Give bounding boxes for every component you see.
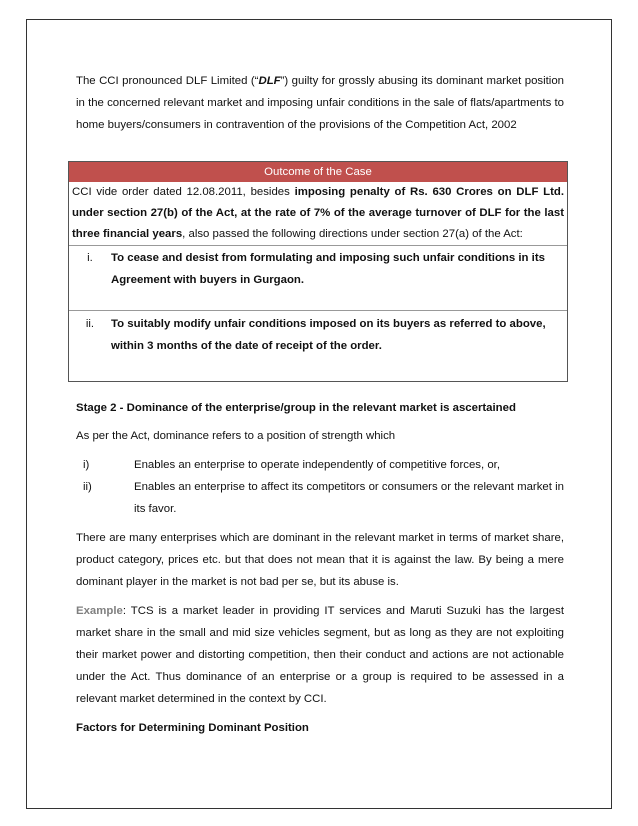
factors-heading: Factors for Determining Dominant Position xyxy=(76,722,309,734)
intro-dlf: DLF xyxy=(258,75,281,87)
intro-section xyxy=(76,70,564,143)
dominance-paragraph: There are many enterprises which are dominant in the relevant market in terms of market share, product category, prices etc. but that does not mean that it is against the law. By being a mere dominant player in the market is not bad per se, but its abuse is. xyxy=(76,532,564,588)
direction-row xyxy=(69,311,567,357)
direction-number: ii. xyxy=(85,318,95,330)
outcome-box xyxy=(68,161,568,382)
list-item-number: ii) xyxy=(83,481,92,493)
outcome-text-1: CCI vide order dated 12.08.2011, besides xyxy=(72,186,295,198)
direction-text: To suitably modify unfair conditions imposed on its buyers as referred to above, within 3 months of the date of receipt of the order. xyxy=(111,318,546,352)
stage2-heading: Stage 2 - Dominance of the enterprise/group in the relevant market is ascertained xyxy=(76,402,516,414)
outcome-text-2: , also passed the following directions under section 27(a) of the Act: xyxy=(182,228,523,240)
direction-text: To cease and desist from formulating and imposing such unfair conditions in its Agreement with buyers in Gurgaon. xyxy=(111,252,545,286)
outcome-body xyxy=(69,182,567,246)
outcome-header: Outcome of the Case xyxy=(69,162,567,182)
direction-row xyxy=(69,246,567,311)
intro-text-2: ”) guilty for grossly abusing its dominant market position in the concerned relevant market and imposing unfair conditions in the sale of flats/apartments to home buyers/consumers in contravention of the provisions of the Competition Act, 2002 xyxy=(76,75,564,131)
example-label: Example xyxy=(76,605,123,617)
list-item xyxy=(76,476,564,520)
example-text: : TCS is a market leader in providing IT services and Maruti Suzuki has the largest market share in the small and mid size vehicles segment, but as long as they are not exploiting their market power and distorting competition, then their conduct and actions are not actionable under the Act. Thus dominance of an enterprise or a group is required to be assessed in a relevant market determined in the context by CCI. xyxy=(76,605,564,705)
outcome-text-bold: imposing penalty of Rs. 630 Crores on DLF Ltd. under section 27(b) of the Act, at the rate of 7% of the average turnover of DLF for the last three financial years xyxy=(72,186,565,240)
stage2-intro: As per the Act, dominance refers to a position of strength which xyxy=(76,430,396,442)
intro-paragraph xyxy=(76,70,564,136)
list-item-number: i) xyxy=(83,459,90,471)
direction-number: i. xyxy=(87,252,93,264)
intro-text-1: The CCI pronounced DLF Limited (“ xyxy=(76,75,259,87)
list-item-text: Enables an enterprise to operate independently of competitive forces, or, xyxy=(134,459,500,471)
example-paragraph xyxy=(76,600,564,710)
stage2-section xyxy=(76,397,564,739)
list-item-text: Enables an enterprise to affect its competitors or consumers or the relevant market in its favor. xyxy=(134,481,564,515)
list-item xyxy=(76,454,564,476)
